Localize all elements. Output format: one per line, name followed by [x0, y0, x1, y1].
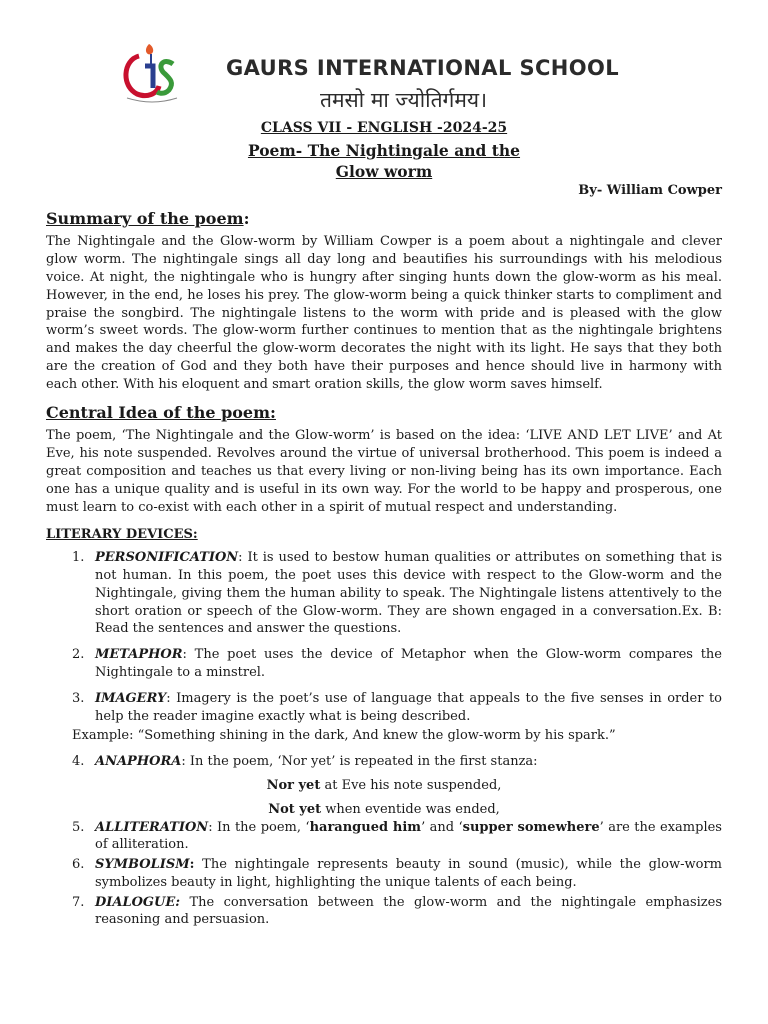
document-body — [46, 120, 722, 937]
literary-devices-list-end — [46, 819, 722, 930]
verse-line: Nor yet at Eve his note suspended, — [266, 777, 502, 793]
literary-devices-heading: LITERARY DEVICES: — [46, 527, 198, 543]
list-item-symbolism: 6. SYMBOLISM: The nightingale represents beauty in sound (music), while the glow-worm symbolizes beauty in light, highlighting the unique talents of each being. — [72, 857, 722, 890]
school-logo-icon — [113, 42, 191, 108]
central-idea-paragraph: The poem, ‘The Nightingale and the Glow-worm’ is based on the idea: ‘LIVE AND LET LIVE’ and At Eve, his note suspended. Revolves around the virtue of universal brotherhood. This poem is indeed a great composition and teaches us that every living or non-living being has its own importance. Each one has a unique quality and is useful in its own way. For the world to be happy and prosperous, one must learn to co-exist with each other in a spirit of mutual respect and understanding. — [46, 428, 722, 515]
page-title: Poem- The Nightingale and the Glow worm — [247, 140, 521, 181]
list-item-metaphor: 2. METAPHOR: The poet uses the device of Metaphor when the Glow-worm compares the Nightingale to a minstrel. — [72, 647, 722, 680]
verse-line: Not yet when eventide was ended, — [268, 801, 500, 817]
school-motto: तमसो मा ज्योतिर्गमय। — [320, 88, 488, 112]
list-item-dialogue: 7. DIALOGUE: The conversation between the glow-worm and the nightingale emphasizes reasoning and persuasion. — [72, 894, 722, 928]
class-line: CLASS VII - ENGLISH -2024-25 — [260, 120, 508, 136]
list-item-anaphora: 4. ANAPHORA: In the poem, ‘Nor yet’ is repeated in the first stanza: — [72, 754, 538, 770]
literary-devices-list-continued — [46, 753, 722, 771]
summary-paragraph: The Nightingale and the Glow-worm by William Cowper is a poem about a nightingale and clever glow worm. The nightingale sings all day long and beautifies his surroundings with his melodious voice. At night, the nightingale who is hungry after singing hunts down the glow-worm as his meal. However, in the end, he loses his prey. The glow-worm being a quick thinker starts to compliment and praise the songbird. The nightingale listens to the worm with pride and is pleased with the glow worm’s sweet words. The glow-worm further continues to mention that as the nightingale brightens and makes the day cheerful the glow-worm decorates the night with its light. He says that they both are the creation of God and they both have their purposes and hence should live in harmony with each other. With his eloquent and smart oration skills, the glow worm saves himself. — [46, 234, 722, 392]
imagery-example: Example: “Something shining in the dark, And knew the glow-worm by his spark.” — [72, 728, 616, 744]
list-item-personification: 1. PERSONIFICATION: It is used to bestow human qualities or attributes on something that is not human. In this poem, the poet uses this device with respect to the Glow-worm and the Nightingale, giving them the human ability to speak. The Nightingale listens attentively to the short oration or speech of the Glow-worm. They are shown engaged in a conversation.Ex. B: Read the sentences and answer the questions. — [72, 550, 722, 637]
school-header — [0, 0, 768, 120]
literary-devices-list — [46, 549, 722, 725]
list-item-alliteration: 5. ALLITERATION: In the poem, ‘harangued him’ and ‘supper somewhere’ are the examples of alliteration. — [72, 819, 722, 853]
summary-heading: Summary of the poem: — [46, 208, 250, 228]
list-item-imagery: 3. IMAGERY: Imagery is the poet’s use of language that appeals to the five senses in order to help the reader imagine exactly what is being described. — [72, 690, 722, 724]
central-idea-heading: Central Idea of the poem: — [46, 402, 276, 422]
school-name: GAURS INTERNATIONAL SCHOOL — [226, 56, 620, 80]
author-byline: By- William Cowper — [578, 182, 722, 198]
